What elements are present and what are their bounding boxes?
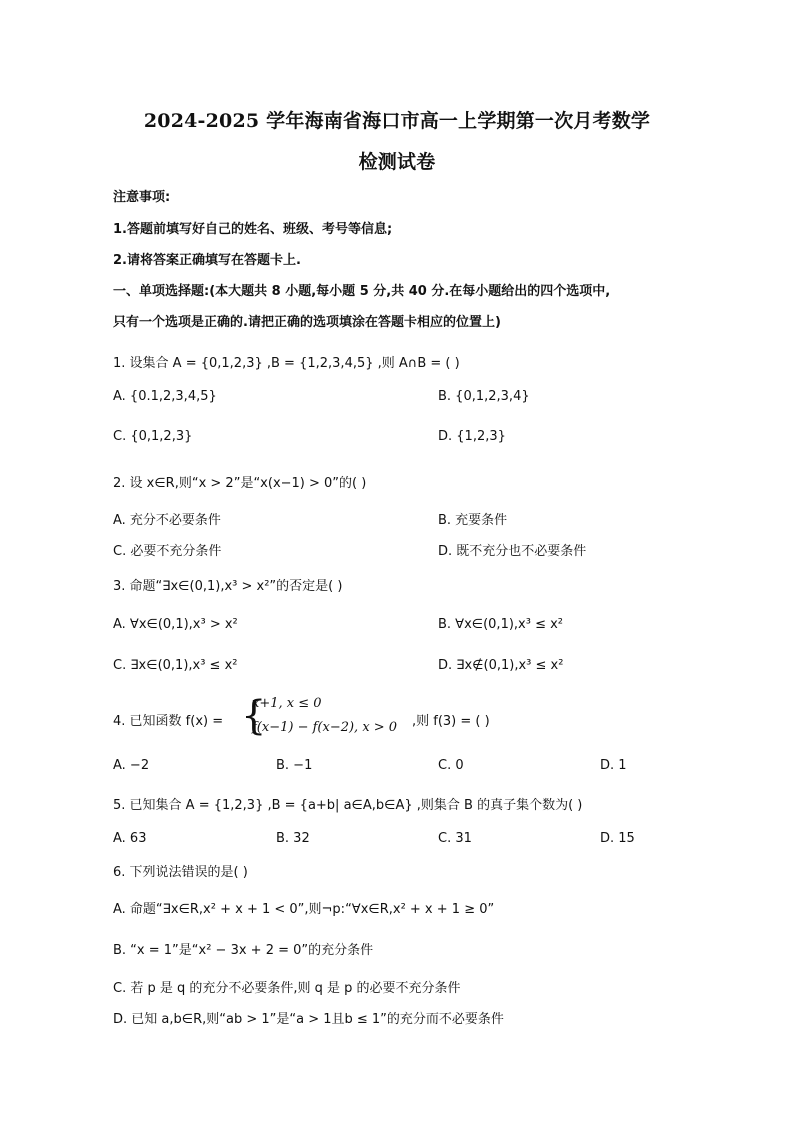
q6-option-b: B. “x = 1”是“x² − 3x + 2 = 0”的充分条件 <box>113 943 374 958</box>
q3-stem: 3. 命题“∃x∈(0,1),x³ > x²”的否定是( ) <box>113 579 343 594</box>
q1-option-b: B. {0,1,2,3,4} <box>438 389 530 404</box>
notice-heading: 注意事项: <box>113 190 171 205</box>
q6-stem: 6. 下列说法错误的是( ) <box>113 865 248 880</box>
q3-option-a: A. ∀x∈(0,1),x³ > x² <box>113 617 238 632</box>
q3-option-d: D. ∃x∉(0,1),x³ ≤ x² <box>438 658 564 673</box>
notice-item-1: 1.答题前填写好自己的姓名、班级、考号等信息; <box>113 222 393 237</box>
q1-option-d: D. {1,2,3} <box>438 429 506 444</box>
notice-item-2: 2.请将答案正确填写在答题卡上. <box>113 253 301 268</box>
q3-option-b: B. ∀x∈(0,1),x³ ≤ x² <box>438 617 564 632</box>
q2-stem: 2. 设 x∈R,则“x > 2”是“x(x−1) > 0”的( ) <box>113 476 367 491</box>
q5-option-c: C. 31 <box>438 831 472 846</box>
q6-option-d: D. 已知 a,b∈R,则“ab > 1”是“a > 1且b ≤ 1”的充分而不必要条件 <box>113 1012 504 1027</box>
section-instructions-line2: 只有一个选项是正确的.请把正确的选项填涂在答题卡相应的位置上) <box>113 315 501 330</box>
q5-option-d: D. 15 <box>600 831 635 846</box>
exam-title-line1: 2024-2025 学年海南省海口市高一上学期第一次月考数学 <box>143 110 651 132</box>
q2-option-a: A. 充分不必要条件 <box>113 513 221 528</box>
q1-option-c: C. {0,1,2,3} <box>113 429 193 444</box>
q1-option-a: A. {0.1,2,3,4,5} <box>113 389 217 404</box>
q4-piecewise-brace: { <box>241 693 267 739</box>
q4-case-1: x+1, x ≤ 0 <box>252 696 322 711</box>
q3-option-c: C. ∃x∈(0,1),x³ ≤ x² <box>113 658 238 673</box>
q1-stem: 1. 设集合 A = {0,1,2,3} ,B = {1,2,3,4,5} ,则 A∩B = ( ) <box>113 356 460 371</box>
q2-option-c: C. 必要不充分条件 <box>113 544 222 559</box>
q4-option-d: D. 1 <box>600 758 627 773</box>
q2-option-d: D. 既不充分也不必要条件 <box>438 544 587 559</box>
q5-option-a: A. 63 <box>113 831 147 846</box>
q5-option-b: B. 32 <box>276 831 310 846</box>
exam-title-line2: 检测试卷 <box>358 151 436 173</box>
section-instructions-line1: 一、单项选择题:(本大题共 8 小题,每小题 5 分,共 40 分.在每小题给出的四个选项中, <box>113 284 611 299</box>
q4-stem-suffix: ,则 f(3) = ( ) <box>412 714 490 729</box>
q4-stem-prefix: 4. 已知函数 f(x) = <box>113 714 224 729</box>
q4-option-a: A. −2 <box>113 758 150 773</box>
q4-option-b: B. −1 <box>276 758 313 773</box>
q6-option-c: C. 若 p 是 q 的充分不必要条件,则 q 是 p 的必要不充分条件 <box>113 981 461 996</box>
q2-option-b: B. 充要条件 <box>438 513 508 528</box>
q4-option-c: C. 0 <box>438 758 464 773</box>
q5-stem: 5. 已知集合 A = {1,2,3} ,B = {a+b| a∈A,b∈A} ,则集合 B 的真子集个数为( ) <box>113 798 583 813</box>
q6-option-a: A. 命题“∃x∈R,x² + x + 1 < 0”,则¬p:“∀x∈R,x² + x + 1 ≥ 0” <box>113 902 495 917</box>
q4-case-2: f(x−1) − f(x−2), x > 0 <box>252 720 398 735</box>
